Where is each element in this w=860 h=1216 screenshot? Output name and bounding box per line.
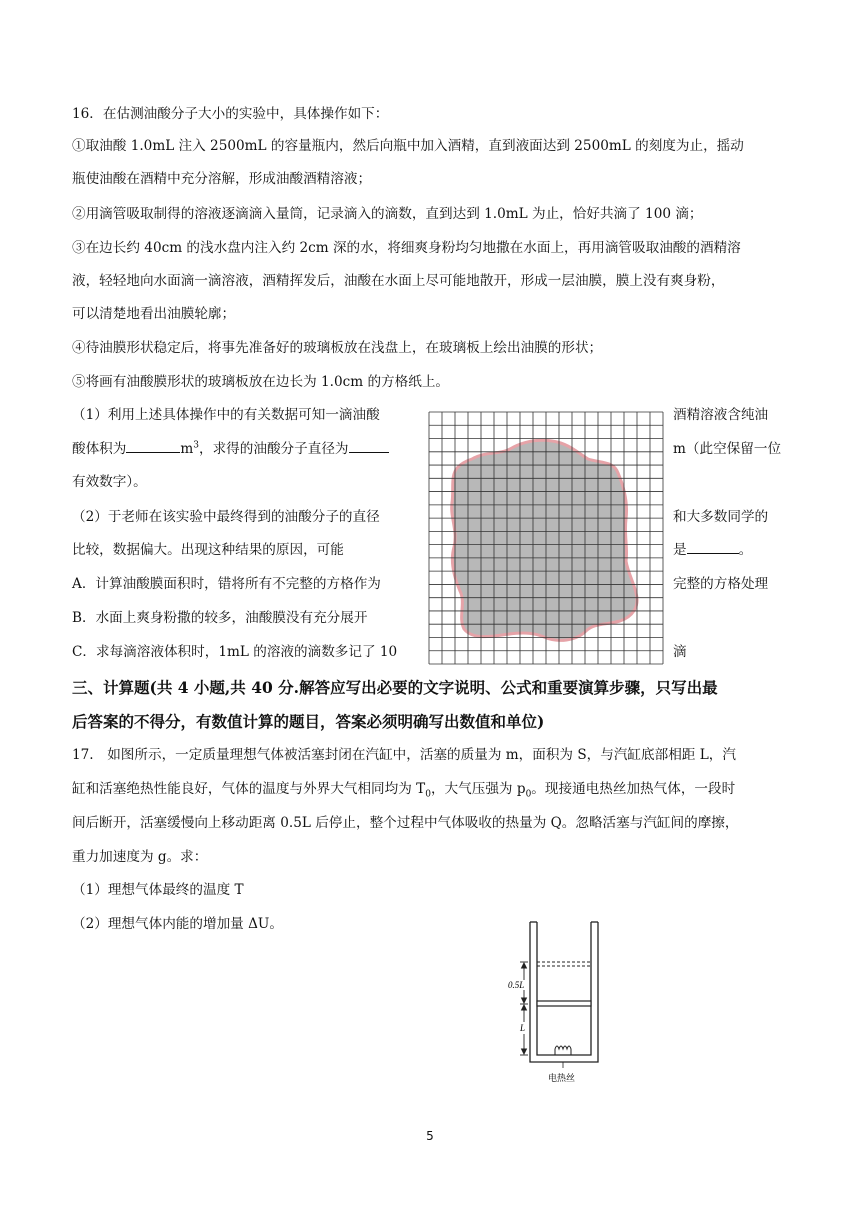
q16-title: 16．在估测油酸分子大小的实验中，具体操作如下： [72, 106, 389, 122]
q16-part2-right: 和大多数同学的 [673, 509, 769, 525]
q17-line2-b: ，大气压强为 p [430, 781, 526, 797]
q17-line2-a: 缸和活塞绝热性能良好，气体的温度与外界大气相同均为 T [72, 781, 426, 797]
l-label: L [520, 1023, 526, 1033]
section-3-heading-line1: 三、计算题(共 4 小题,共 40 分.解答应写出必要的文字说明、公式和重要演算步骤，只写出最 [72, 678, 718, 697]
half-l-label: 0.5L [508, 980, 525, 990]
q16-step1-line1: ①取油酸 1.0mL 注入 2500mL 的容量瓶内，然后向瓶中加入酒精，直到液面达到 2500mL 的刻度为止，摇动 [72, 138, 744, 154]
p0-subscript: 0 [525, 789, 532, 800]
q16-step3-line1: ③在边长约 40cm 的浅水盘内注入约 2cm 深的水，将细爽身粉均匀地撒在水面上，再用滴管吸取油酸的酒精溶 [72, 240, 741, 256]
option-a-right: 完整的方格处理 [673, 576, 769, 592]
oil-film-shape [452, 440, 637, 640]
q16-step2: ②用滴管吸取制得的溶液逐滴滴入量筒，记录滴入的滴数，直到达到 1.0mL 为止，恰好共滴了 100 滴； [72, 206, 703, 222]
q16-part1-left: （1）利用上述具体操作中的有关数据可知一滴油酸 [72, 407, 380, 423]
q16-part2-left: （2）于老师在该实验中最终得到的油酸分子的直径 [72, 509, 380, 525]
q16-step4: ④待油膜形状稳定后，将事先准备好的玻璃板放在浅盘上，在玻璃板上绘出油膜的形状； [72, 340, 603, 356]
heater-coil [555, 1046, 571, 1055]
option-b: B．水面上爽身粉撒的较多，油酸膜没有充分展开 [72, 610, 368, 626]
q16-part2-line2-left: 比较，数据偏大。出现这种结果的原因，可能 [72, 542, 344, 558]
q16-part2-line2-right [673, 540, 752, 560]
q16-part2-period: 。 [738, 542, 753, 558]
q16-part1-line2 [72, 439, 389, 459]
diameter-answer-blank[interactable] [349, 439, 389, 453]
heater-label: 电热丝 [548, 1074, 576, 1084]
q16-step5: ⑤将画有油酸膜形状的玻璃板放在边长为 1.0cm 的方格纸上。 [72, 374, 450, 390]
cylinder-figure [506, 918, 612, 1092]
volume-unit: m [180, 441, 194, 457]
option-c-right: 滴 [673, 644, 687, 660]
volume-unit-exponent: 3 [193, 440, 199, 451]
q16-part1-line3: 有效数字）。 [72, 474, 147, 490]
q16-step3-line3: 可以清楚地看出油膜轮廓； [72, 306, 236, 322]
q17-part2: （2）理想气体内能的增加量 ΔU。 [72, 916, 283, 932]
q16-part1-right: 酒精溶液含纯油 [673, 407, 769, 423]
page-number: 5 [426, 1129, 434, 1143]
q17-line1: 17. 如图所示，一定质量理想气体被活塞封闭在汽缸中，活塞的质量为 m，面积为 S，与汽缸底部相距 L，汽 [72, 747, 736, 763]
q16-part1-diameter-label: ，求得的油酸分子直径为 [199, 441, 349, 457]
oil-film-grid-figure [428, 411, 664, 665]
reason-answer-blank[interactable] [687, 540, 739, 554]
q17-line2 [72, 779, 735, 799]
cylinder-inner-wall [537, 922, 591, 1055]
piston-final-position [537, 962, 591, 966]
piston [537, 1001, 591, 1006]
volume-answer-blank[interactable] [126, 439, 180, 453]
t0-subscript: 0 [425, 789, 431, 800]
q16-part1-volume-label: 酸体积为 [72, 441, 127, 457]
section-3-heading-line2: 后答案的不得分，有数值计算的题目，答案必须明确写出数值和单位) [72, 712, 545, 731]
cylinder-outer-wall [530, 922, 598, 1062]
q17-line2-c: 。现接通电热丝加热气体，一段时 [531, 781, 736, 797]
q16-step3-line2: 液，轻轻地向水面滴一滴溶液，酒精挥发后，油酸在水面上尽可能地散开，形成一层油膜，膜上没有爽身粉， [72, 273, 725, 289]
dimension-markers [520, 962, 528, 1055]
option-a-left: A．计算油酸膜面积时，错将所有不完整的方格作为 [72, 576, 381, 592]
q16-step1-line2: 瓶使油酸在酒精中充分溶解，形成油酸酒精溶液； [72, 171, 372, 187]
q17-line4: 重力加速度为 g。求： [72, 849, 208, 865]
q16-part2-answer-label: 是 [673, 542, 687, 558]
q16-part1-line2-right: m（此空保留一位 [673, 441, 782, 457]
option-c-left: C．求每滴溶液体积时，1mL 的溶液的滴数多记了 10 [72, 644, 398, 660]
q17-line3: 间后断开，活塞缓慢向上移动距离 0.5L 后停止，整个过程中气体吸收的热量为 Q。忽略活塞与汽缸间的摩擦， [72, 815, 739, 831]
q17-part1: （1）理想气体最终的温度 T [72, 882, 244, 898]
